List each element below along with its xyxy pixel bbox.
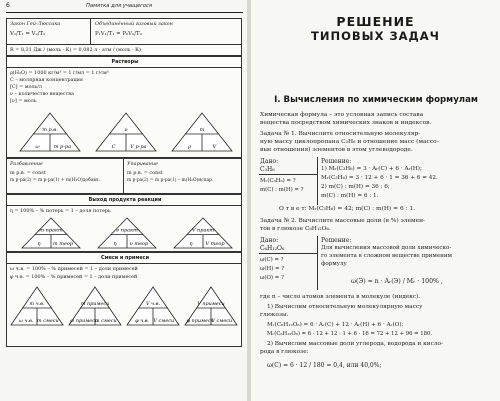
triangle-label-right: m смеси — [36, 318, 59, 324]
dilution-line-2: m р-ра(2) = m р-ра(1) + m(H₂O)добавл. — [10, 178, 100, 183]
definition-line-1: Химическая формула – это условная запись состава — [260, 112, 424, 118]
triangle-label-left: C — [111, 144, 116, 150]
combined-law-title: Объединённый газовый закон — [95, 21, 173, 27]
mixtures-mass-line: ω ч.в. = 100% – % примесей = 1 – доли примесей — [10, 266, 138, 272]
amount-line: ν – количество вещества — [10, 91, 74, 97]
triangle-label-left: η — [37, 241, 41, 247]
triangle-yield-mass — [21, 217, 81, 249]
task2-find-3: ω(O) = ? — [260, 275, 284, 281]
triangle-label-top: m ч.в. — [29, 301, 45, 307]
task1-given: C₃H₆ — [260, 166, 275, 173]
task2-step-7: ω(C) = 6 · 12 / 180 = 0,4, или 40,0%; — [267, 362, 382, 369]
density-line: ρ(H₂O) = 1000 кг/м³ = 1 г/мл = 1 г/см³ — [10, 70, 109, 76]
task1-line-1: Задача № 1. Вычислите относительную молекуляр- — [260, 131, 421, 137]
task2-solution-2: го элемента в сложном веществе применим — [321, 253, 452, 259]
triangle-label-right: m теор — [52, 241, 74, 247]
triangle-mass-fraction — [19, 112, 81, 152]
triangle-label-right: m р-ра — [53, 144, 72, 150]
triangle-impurity-volume — [184, 286, 238, 326]
task2-step-4: Mᵣ(C₆H₁₂O₆) = 6 · 12 + 12 · 1 + 6 · 16 = 72 + 12 + 96 = 180. — [267, 331, 433, 337]
mixtures-title: Смеси и примеси — [100, 255, 149, 261]
task2-line-1: Задача № 2. Вычислите массовые доли (в %) элемен- — [260, 218, 426, 224]
task2-solution-3: формулу — [321, 261, 347, 267]
running-title: Памятка для учащегося — [86, 3, 153, 9]
task1-answer: О т в е т: Mᵣ(C₃H₆) = 42; m(C) : m(H) = 6 : 1. — [279, 206, 416, 212]
molarity-unit: [C] = моль/л — [10, 84, 43, 90]
combined-law-formula: P₁V₁/T₁ = P₀V₀/T₀ — [95, 31, 142, 37]
triangle-label-right: V — [212, 144, 217, 150]
dilution-title: Разбавление — [10, 161, 43, 167]
triangle-label-top: V ч.в. — [145, 301, 161, 307]
section-heading: I. Вычисления по химическим формулам — [274, 95, 478, 105]
definition-line-2: вещества посредством химических знаков и индексов. — [260, 120, 432, 126]
yield-line: η = 100% – % потерь = 1 – доля потерь — [10, 208, 111, 214]
right-page — [251, 0, 500, 401]
molarity-line: C – молярная концентрация — [10, 77, 83, 83]
task2-step-3: Mᵣ(C₆H₁₂O₆) = 6 · Aᵣ(C) + 12 · Aᵣ(H) + 6 · Aᵣ(O); — [267, 322, 404, 328]
reaction-yield-box — [6, 194, 242, 252]
task1-solution-3: 2) m(C) : m(H) = 36 : 6; — [321, 184, 390, 190]
mixtures-volume-line: φ ч.в. = 100% – % примесей = 1 – доли примесей — [10, 274, 138, 280]
triangle-label-left: ω примеси — [70, 318, 99, 324]
task1-line-3: вые отношения) элементов в этом углеводороде. — [260, 147, 413, 153]
evaporation-title: Упаривание — [127, 161, 158, 167]
left-page — [0, 0, 247, 401]
triangle-label-right: m смеси — [94, 318, 117, 324]
task2-line-2: тов в глюкозе C₆H₁₂O₆. — [260, 226, 331, 232]
evaporation-line-2: m р-ра(2) = m р-ра(1) – m(H₂O)испар. — [127, 178, 214, 183]
task2-step-2: глюкозы. — [260, 312, 289, 318]
task2-solution-1: Для вычисления массовой доли химическо- — [321, 245, 452, 251]
task1-solution-2: Mᵣ(C₃H₆) = 3 · 12 + 6 · 1 = 36 + 6 = 42. — [321, 175, 438, 181]
task1-find-2: m(C) : m(H) = ? — [260, 187, 304, 193]
task2-solution-label: Решение: — [321, 237, 352, 244]
triangle-yield-volume — [173, 217, 233, 249]
triangle-label-left: ω — [35, 144, 40, 150]
task2-find-2: ω(H) = ? — [260, 266, 285, 272]
task2-step-6: рода в глюкозе: — [260, 349, 309, 355]
triangle-label-left: η — [189, 241, 193, 247]
left-page-header — [6, 2, 243, 12]
task2-note: где n – число атомов элемента в молекуле (индекс). — [260, 294, 421, 300]
triangle-label-left: η — [113, 241, 117, 247]
task1-line-2: ную массу циклопропана C₃H₆ и отношение масс (массо- — [260, 139, 439, 145]
triangle-label-right: V смеси — [153, 318, 175, 324]
gas-laws-box — [6, 18, 242, 56]
triangle-pure-mass — [10, 286, 64, 326]
task1-given-label: Дано: — [260, 158, 279, 165]
task2-step-1: 1) Вычислим относительную молекулярную массу — [267, 304, 423, 310]
task1-solution-4: m(C) : m(H) = 6 : 1. — [321, 193, 379, 199]
task2-find-1: ω(C) = ? — [260, 257, 284, 263]
triangle-label-top: m практ — [39, 227, 63, 234]
triangle-label-right: V р-ра — [130, 144, 147, 150]
triangle-label-top: V примеси — [197, 301, 225, 307]
triangle-label-top: ν практ — [116, 227, 138, 234]
chapter-title-line-1: РЕШЕНИЕ — [336, 14, 415, 29]
chapter-title-line-2: ТИПОВЫХ ЗАДАЧ — [311, 29, 440, 43]
triangle-yield-amount — [97, 217, 157, 249]
triangle-label-top: m р.в. — [42, 127, 58, 133]
triangle-molarity — [95, 112, 157, 152]
reaction-yield-title: Выход продукта реакции — [88, 197, 162, 203]
task1-find-1: Mᵣ(C₃H₆) = ? — [260, 178, 296, 184]
task1-solution-1: 1) Mᵣ(C₃H₆) = 3 · Aᵣ(C) + 6 · Aᵣ(H); — [321, 166, 422, 172]
triangle-impurity-mass — [68, 286, 122, 326]
gas-constant: R = 8,31 Дж / (моль · К) = 0,082 л · атм / (моль · К) — [10, 47, 141, 53]
task1-solution-label: Решение: — [321, 158, 352, 165]
page-number: 6 — [6, 2, 10, 9]
triangle-pure-volume — [126, 286, 180, 326]
triangle-label-right: V теор — [205, 241, 225, 247]
gay-lussac-title: Закон Гей-Люссака — [10, 21, 61, 27]
dilution-box — [6, 158, 242, 194]
triangle-label-left: φ примеси — [186, 318, 214, 324]
gay-lussac-formula: V₁/T₁ = V₂/T₂ — [10, 31, 46, 37]
task2-step-5: 2) Вычислим массовые доли углерода, водорода и кисло- — [267, 341, 443, 347]
dilution-line-1: m р.в. = const — [10, 170, 46, 176]
triangle-label-top: V практ — [191, 227, 215, 234]
task2-given-label: Дано: — [260, 237, 279, 244]
triangle-label-top: m примеси — [80, 301, 110, 307]
mass-fraction-formula: ω(Э) = n · Aᵣ(Э) / Mᵣ · 100% , — [351, 278, 443, 285]
evaporation-line-1: m р.в. = const — [127, 170, 163, 176]
triangle-label-top: m — [199, 127, 205, 133]
amount-unit: [ν] = моль — [10, 98, 37, 104]
triangle-label-left: ω ч.в. — [18, 318, 34, 324]
task2-given: C₆H₁₂O₆ — [260, 245, 285, 252]
triangle-label-right: ν теор — [129, 241, 149, 247]
triangle-label-left: φ ч.в. — [135, 318, 150, 324]
solutions-title: Растворы — [111, 59, 139, 65]
triangle-label-left: ρ — [188, 144, 192, 150]
triangle-label-top: ν — [124, 127, 128, 133]
solutions-box — [6, 56, 242, 158]
triangle-label-right: V смеси — [211, 318, 233, 324]
triangle-density — [171, 112, 233, 152]
mixtures-box — [6, 252, 242, 347]
